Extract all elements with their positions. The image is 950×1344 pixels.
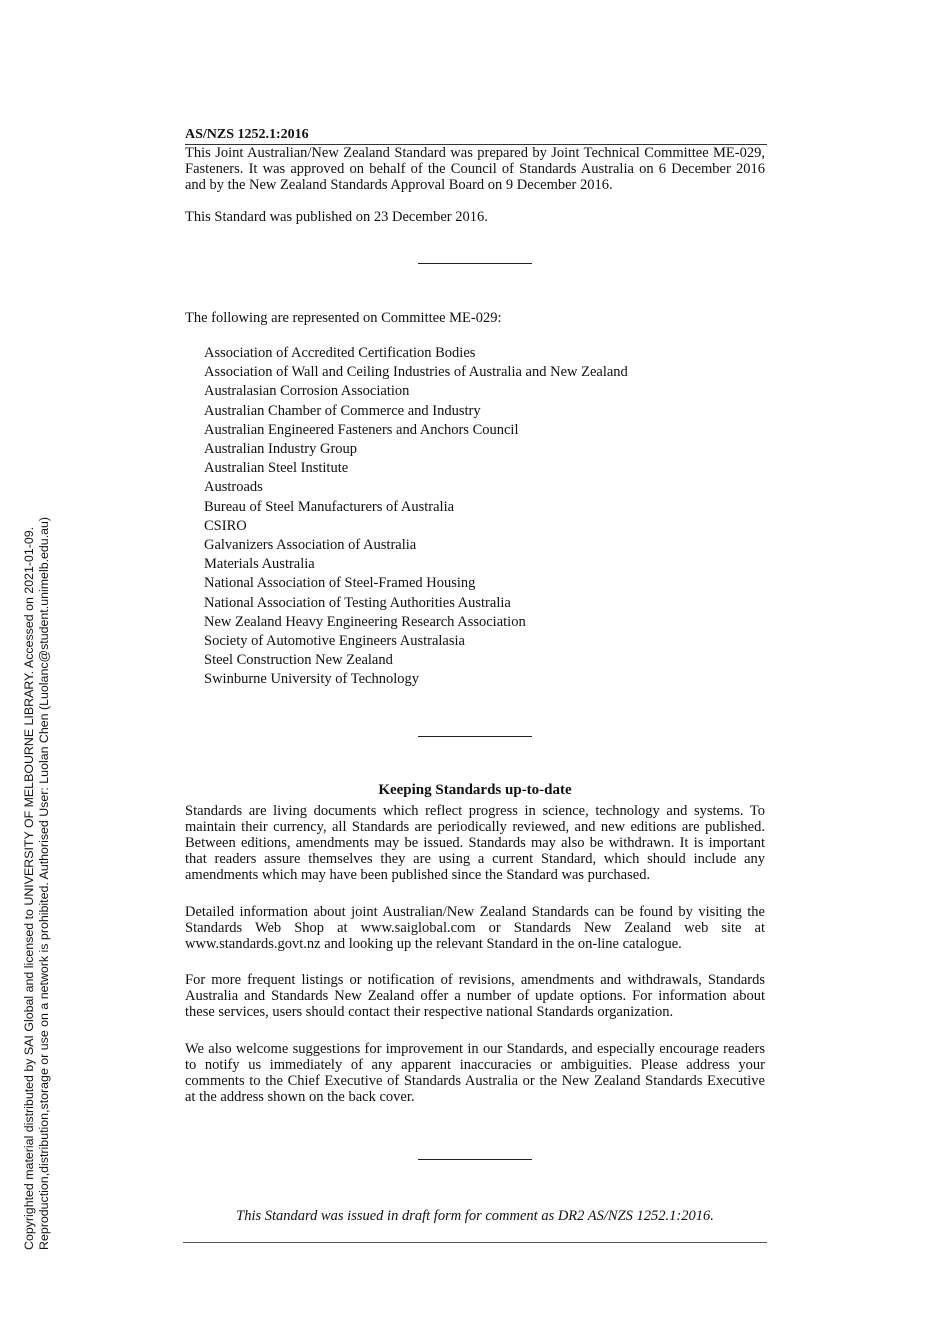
section-divider (418, 1159, 532, 1160)
committee-member: Australian Engineered Fasteners and Anchors Council (204, 421, 519, 438)
preparation-statement: This Joint Australian/New Zealand Standard was prepared by Joint Technical Committee ME-029, Fasteners. It was approved on behalf of the Council of Standards Australia on 6 December 2016 and by the New Zealand Standards Approval Board on 9 December 2016. (185, 145, 765, 193)
committee-member: Society of Automotive Engineers Australasia (204, 633, 465, 650)
copyright-line: Copyrighted material distributed by SAI Global and licensed to UNIVERSITY OF MELBOURNE LIBRARY. Accessed on 2021-01-09. (22, 526, 36, 1250)
section-divider (418, 263, 532, 264)
publication-date: This Standard was published on 23 December 2016. (185, 209, 488, 225)
committee-member: Steel Construction New Zealand (204, 652, 393, 669)
section-divider (418, 736, 532, 737)
committee-intro: The following are represented on Committee ME-029: (185, 310, 502, 326)
committee-member: National Association of Steel-Framed Housing (204, 575, 476, 592)
committee-member: Swinburne University of Technology (204, 671, 419, 688)
paragraph-suggestions: We also welcome suggestions for improvement in our Standards, and especially encourage readers to notify us immediately of any apparent inaccuracies or ambiguities. Please address your comments to the Chief Executive of Standards Australia or the New Zealand Standards Executive at the address shown on the back cover. (185, 1041, 765, 1105)
committee-member: Australian Chamber of Commerce and Industry (204, 402, 481, 419)
committee-member: Australian Industry Group (204, 441, 358, 458)
section-heading: Keeping Standards up-to-date (378, 782, 572, 798)
draft-note: This Standard was issued in draft form for comment as DR2 AS/NZS 1252.1:2016. (236, 1208, 714, 1224)
committee-member-list (204, 344, 628, 690)
standard-id: AS/NZS 1252.1:2016 (185, 127, 309, 142)
copyright-notice (22, 490, 52, 1250)
paragraph-living-documents: Standards are living documents which reflect progress in science, technology and systems. To maintain their currency, all Standards are periodically reviewed, and new editions are published. Between editions, amendments may be issued. Standards may also be withdrawn. It is important that readers assure themselves they are using a current Standard, which should include any amendments which may have been published since the Standard was purchased. (185, 803, 765, 883)
committee-member: Bureau of Steel Manufacturers of Australia (204, 498, 455, 515)
committee-member: National Association of Testing Authorities Australia (204, 594, 511, 611)
paragraph-detailed-information: Detailed information about joint Australian/New Zealand Standards can be found by visiting the Standards Web Shop at www.saiglobal.com or Standards New Zealand web site at www.standards.govt.nz and looking up the relevant Standard in the on-line catalogue. (185, 904, 765, 952)
footer-rule (183, 1242, 767, 1243)
committee-member: New Zealand Heavy Engineering Research Association (204, 613, 526, 630)
paragraph-update-options: For more frequent listings or notification of revisions, amendments and withdrawals, Standards Australia and Standards New Zealand offer a number of update options. For information about these services, users should contact their respective national Standards organization. (185, 972, 765, 1020)
committee-member: Materials Australia (204, 556, 315, 573)
authorised-user-line: Reproduction,distribution,storage or use on a network is prohibited. Authorised User: Luolan Chen (Luolanc@student.unimelb.edu.au) (37, 516, 51, 1250)
committee-member: Association of Wall and Ceiling Industries of Australia and New Zealand (204, 364, 628, 381)
committee-member: Association of Accredited Certification Bodies (204, 345, 476, 361)
committee-member: Australasian Corrosion Association (204, 383, 410, 400)
committee-member: Australian Steel Institute (204, 460, 349, 477)
committee-member: CSIRO (204, 517, 247, 534)
committee-member: Austroads (204, 479, 263, 496)
committee-member: Galvanizers Association of Australia (204, 537, 417, 554)
